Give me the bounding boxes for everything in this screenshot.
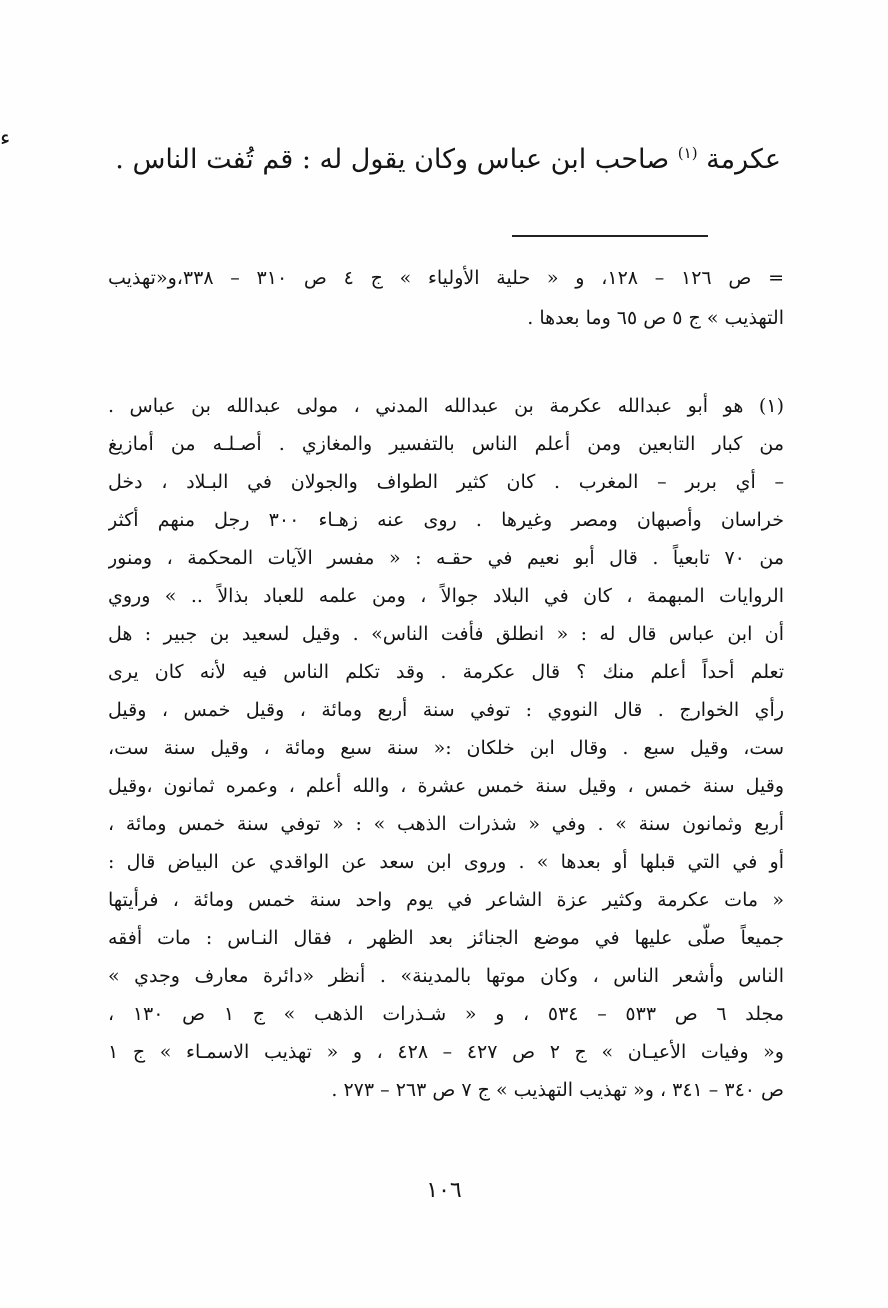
main-text [101, 136, 781, 184]
footnote-separator [512, 235, 708, 237]
footnote-line: الناس وأشعر الناس ، وكان موتها بالمدينة» . أنظر «دائرة معارف وجدي » [108, 965, 784, 987]
footnote-line: الروايات المبهمة ، كان في البلاد جوالاً ، ومن علمه للعباد بذالاً .. » وروي [108, 585, 784, 607]
footnote-line: « مات عكرمة وكثير عزة الشاعر في يوم واحد سنة خمس ومائة ، فرأيتها [108, 889, 784, 911]
footnote-line: أو في التي قبلها أو بعدها » . وروى ابن سعد عن الواقدي عن البياض قال : [108, 851, 784, 873]
footnote-line: تعلم أحداً أعلم منك ؟ قال عكرمة . وقد تكلم الناس فيه لأنه كان يرى [108, 661, 784, 683]
page-number: ١٠٦ [426, 1178, 462, 1203]
edge-mark: ء [0, 126, 11, 151]
main-text-start: عكرمة [706, 144, 781, 175]
main-text-end: صاحب ابن عباس وكان يقول له : قم تُفت الناس . [115, 144, 670, 175]
footnote-line: و« وفيات الأعيـان » ج ٢ ص ٤٢٧ – ٤٢٨ ، و « تهذيب الاسمـاء » ج ١ [108, 1041, 784, 1063]
footnote-line: أن ابن عباس قال له : « انطلق فأفت الناس» . وقيل لسعيد بن جبير : هل [108, 623, 784, 645]
footnote-line: (١) هو أبو عبدالله عكرمة بن عبدالله المدني ، مولى عبدالله بن عباس . [108, 395, 784, 417]
footnote-line: ص ٣٤٠ – ٣٤١ ، و« تهذيب التهذيب » ج ٧ ص ٢٦٣ – ٢٧٣ . [331, 1079, 784, 1101]
footnote-marker: (١) [677, 144, 698, 162]
footnote-line: جميعاً صلّى عليها في موضع الجنائز بعد الظهر ، فقال النـاس : مات أفقه [108, 927, 784, 949]
footnote-line: وقيل سنة خمس ، وقيل سنة خمس عشرة ، والله أعلم ، وعمره ثمانون ،وقيل [108, 775, 784, 797]
footnote-line: رأي الخوارج . قال النووي : توفي سنة أربع ومائة ، وقيل خمس ، وقيل [108, 699, 784, 721]
footnote-line: من ٧٠ تابعياً . قال أبو نعيم في حقـه : « مفسر الآيات المحكمة ، ومنور [108, 547, 784, 569]
footnote-line: أربع وثمانون سنة » . وفي « شذرات الذهب » : « توفي سنة خمس ومائة ، [108, 813, 784, 835]
footnote-line: ست، وقيل سبع . وقال ابن خلكان :« سنة سبع ومائة ، وقيل سنة ست، [108, 737, 784, 759]
footnote-line: خراسان وأصبهان ومصر وغيرها . روى عنه زهـاء ٣٠٠ رجل منهم أكثر [108, 509, 784, 531]
footnote-line: – أي بربر – المغرب . كان كثير الطواف والجولان في البـلاد ، دخل [108, 471, 784, 493]
previous-footnote-line: = ص ١٢٦ – ١٢٨، و « حلية الأولياء » ج ٤ ص ٣١٠ – ٣٣٨،و«تهذيب [108, 267, 784, 289]
footnote-line: من كبار التابعين ومن أعلم الناس بالتفسير والمغازي . أصـلـه من أمازيغ [108, 433, 784, 455]
footnote-line: مجلد ٦ ص ٥٣٣ – ٥٣٤ ، و « شـذرات الذهب » ج ١ ص ١٣٠ ، [108, 1003, 784, 1025]
previous-footnote-line: التهذيب » ج ٥ ص ٦٥ وما بعدها . [527, 307, 784, 329]
